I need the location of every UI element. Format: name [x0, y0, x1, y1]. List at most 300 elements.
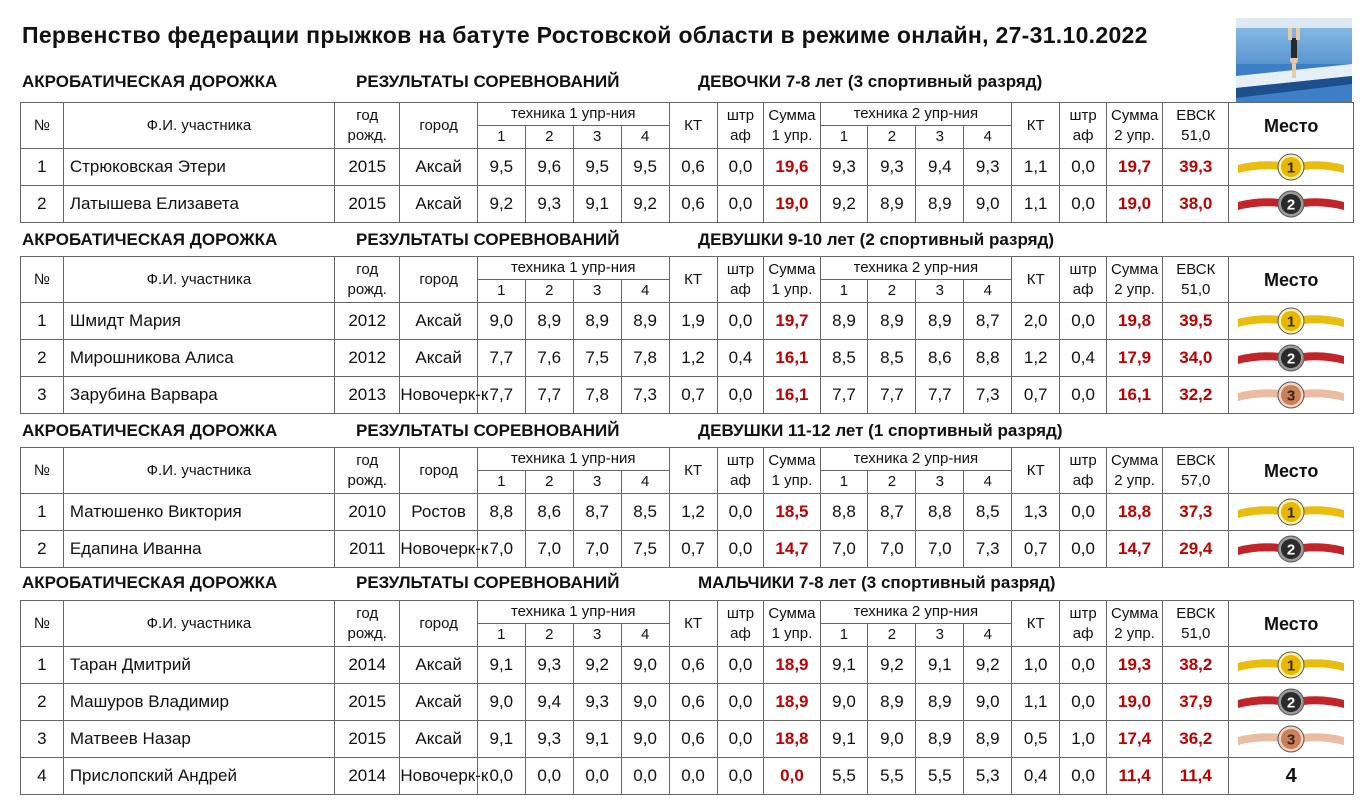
trampoline-photo — [1236, 18, 1352, 102]
results-label: РЕЗУЛЬТАТЫ СОРЕВНОВАНИЙ — [356, 230, 620, 249]
ex2-judge-score: 8,5 — [868, 340, 916, 377]
col-year-header — [335, 257, 400, 303]
col-tech2-header: техника 2 упр-ния — [820, 257, 1012, 280]
ex2-penalty: 0,0 — [1060, 647, 1107, 684]
col-pen1-header-line2: аф — [730, 471, 751, 489]
row-number: 1 — [21, 494, 64, 531]
col-kt2-header: КТ — [1012, 257, 1060, 303]
athlete-name: Латышева Елизавета — [63, 186, 334, 223]
ex2-penalty: 0,4 — [1060, 340, 1107, 377]
ex1-judge-score: 9,3 — [573, 684, 621, 721]
ex2-judge-score: 8,9 — [964, 721, 1012, 758]
col-sum2-header-line2: 2 упр. — [1114, 624, 1155, 642]
header-row — [21, 601, 1354, 624]
judge2-j1-header: 1 — [820, 471, 868, 494]
ex1-difficulty: 0,6 — [669, 186, 717, 223]
judge2-j2-header: 2 — [868, 280, 916, 303]
gold-medal-icon — [1236, 306, 1346, 336]
row-number: 3 — [21, 721, 64, 758]
judge2-j4-header: 4 — [964, 471, 1012, 494]
place-cell — [1229, 684, 1354, 721]
col-place-header: Место — [1229, 103, 1354, 149]
judge2-j4-header: 4 — [964, 126, 1012, 149]
judge1-j2-header: 2 — [525, 624, 573, 647]
col-year-header-line2: рожд. — [347, 126, 387, 144]
col-year-header-line1: год — [356, 604, 379, 622]
col-pen1-header-line1: штр — [726, 451, 755, 469]
col-num-header: № — [21, 103, 64, 149]
judge1-j2-header: 2 — [525, 280, 573, 303]
col-city-header: город — [400, 103, 478, 149]
ex1-sum: 18,9 — [764, 647, 820, 684]
ex2-judge-score: 9,0 — [964, 684, 1012, 721]
ex1-sum: 0,0 — [764, 758, 820, 795]
col-evsk-header-line1: ЕВСК — [1176, 260, 1216, 278]
ex2-judge-score: 7,3 — [964, 531, 1012, 568]
place-number: 2 — [1287, 196, 1296, 214]
col-tech2-header: техника 2 упр-ния — [820, 103, 1012, 126]
ex2-judge-score: 9,1 — [820, 721, 868, 758]
ex2-penalty: 0,0 — [1060, 494, 1107, 531]
col-pen2-header-line2: аф — [1072, 280, 1094, 298]
ex1-judge-score: 9,5 — [477, 149, 525, 186]
ex2-sum: 14,7 — [1107, 531, 1163, 568]
ex2-judge-score: 8,7 — [868, 494, 916, 531]
ex2-judge-score: 8,9 — [868, 186, 916, 223]
ex1-sum: 16,1 — [764, 340, 820, 377]
ex1-difficulty: 1,2 — [669, 494, 717, 531]
bronze-medal-icon — [1236, 724, 1346, 754]
table-row — [21, 684, 1354, 721]
gold-medal-icon — [1236, 650, 1346, 680]
results-label: РЕЗУЛЬТАТЫ СОРЕВНОВАНИЙ — [356, 421, 620, 440]
ex1-judge-score: 8,9 — [621, 303, 669, 340]
birth-year: 2015 — [335, 186, 400, 223]
ex2-judge-score: 5,5 — [868, 758, 916, 795]
col-year-header-line2: рожд. — [347, 624, 387, 642]
judge2-j1-header: 1 — [820, 126, 868, 149]
place-cell — [1229, 303, 1354, 340]
place-cell — [1229, 186, 1354, 223]
col-place-header: Место — [1229, 448, 1354, 494]
col-num-header: № — [21, 448, 64, 494]
ex1-sum: 18,5 — [764, 494, 820, 531]
place-cell — [1229, 149, 1354, 186]
ex1-difficulty: 0,6 — [669, 149, 717, 186]
ex2-judge-score: 5,3 — [964, 758, 1012, 795]
total-score: 11,4 — [1163, 758, 1229, 795]
athlete-name: Зарубина Варвара — [63, 377, 334, 414]
col-sum1-header-line2: 1 упр. — [771, 624, 813, 642]
col-evsk-header-line2: 51,0 — [1181, 280, 1211, 298]
col-kt1-header: КТ — [669, 257, 717, 303]
athlete-name: Стрюковская Этери — [63, 149, 334, 186]
athlete-name: Матвеев Назар — [63, 721, 334, 758]
ex1-judge-score: 0,0 — [477, 758, 525, 795]
place-cell — [1229, 721, 1354, 758]
judge2-j3-header: 3 — [916, 126, 964, 149]
ex1-judge-score: 7,7 — [525, 377, 573, 414]
row-number: 2 — [21, 684, 64, 721]
judge2-j1-header: 1 — [820, 624, 868, 647]
judge1-j3-header: 3 — [573, 126, 621, 149]
judge2-j3-header: 3 — [916, 624, 964, 647]
ex1-judge-score: 7,8 — [621, 340, 669, 377]
total-score: 34,0 — [1163, 340, 1229, 377]
table-row — [21, 377, 1354, 414]
ex2-judge-score: 9,0 — [820, 684, 868, 721]
col-evsk-header — [1163, 103, 1229, 149]
judge1-j4-header: 4 — [621, 280, 669, 303]
ex2-judge-score: 7,7 — [868, 377, 916, 414]
col-year-header-line1: год — [356, 451, 379, 469]
ex1-judge-score: 7,7 — [477, 340, 525, 377]
col-sum2-header — [1107, 601, 1163, 647]
athlete-name: Машуров Владимир — [63, 684, 334, 721]
category-label: ДЕВОЧКИ 7-8 лет (3 спортивный разряд) — [698, 72, 1043, 91]
birth-year: 2012 — [335, 303, 400, 340]
col-pen2-header-line1: штр — [1069, 260, 1097, 278]
ex2-judge-score: 8,8 — [964, 340, 1012, 377]
birth-year: 2012 — [335, 340, 400, 377]
ex1-judge-score: 9,0 — [477, 303, 525, 340]
col-tech2-header: техника 2 упр-ния — [820, 448, 1012, 471]
ex1-judge-score: 7,5 — [621, 531, 669, 568]
ex1-judge-score: 0,0 — [525, 758, 573, 795]
col-pen1-header — [717, 103, 764, 149]
ex1-judge-score: 9,0 — [621, 721, 669, 758]
discipline-label: АКРОБАТИЧЕСКАЯ ДОРОЖКА — [22, 573, 278, 592]
col-kt1-header: КТ — [669, 448, 717, 494]
judge1-j2-header: 2 — [525, 126, 573, 149]
ex1-judge-score: 8,8 — [477, 494, 525, 531]
ex2-judge-score: 8,9 — [916, 721, 964, 758]
ex1-judge-score: 8,5 — [621, 494, 669, 531]
ex2-difficulty: 1,1 — [1012, 186, 1060, 223]
total-score: 37,9 — [1163, 684, 1229, 721]
ex1-penalty: 0,0 — [717, 303, 764, 340]
col-sum1-header-line2: 1 упр. — [771, 126, 813, 144]
ex2-penalty: 0,0 — [1060, 303, 1107, 340]
col-year-header — [335, 103, 400, 149]
ex1-judge-score: 7,5 — [573, 340, 621, 377]
col-pen1-header-line2: аф — [730, 280, 751, 298]
ex1-judge-score: 9,3 — [525, 721, 573, 758]
judge1-j4-header: 4 — [621, 471, 669, 494]
city: Аксай — [400, 149, 478, 186]
ex2-judge-score: 8,9 — [916, 303, 964, 340]
ex1-sum: 19,0 — [764, 186, 820, 223]
ex1-penalty: 0,0 — [717, 531, 764, 568]
col-sum1-header-line1: Сумма — [768, 604, 816, 622]
judge2-j2-header: 2 — [868, 624, 916, 647]
gold-medal-icon — [1236, 497, 1346, 527]
ex1-judge-score: 9,0 — [621, 684, 669, 721]
discipline-label: АКРОБАТИЧЕСКАЯ ДОРОЖКА — [22, 421, 278, 440]
col-evsk-header-line2: 51,0 — [1181, 126, 1211, 144]
ex1-judge-score: 9,2 — [621, 186, 669, 223]
total-score: 32,2 — [1163, 377, 1229, 414]
judge2-j4-header: 4 — [964, 624, 1012, 647]
category-label: ДЕВУШКИ 11-12 лет (1 спортивный разряд) — [698, 421, 1063, 440]
col-year-header-line2: рожд. — [347, 471, 387, 489]
ex2-judge-score: 8,9 — [820, 303, 868, 340]
col-tech1-header: техника 1 упр-ния — [477, 448, 669, 471]
ex1-difficulty: 0,7 — [669, 377, 717, 414]
ex1-judge-score: 9,5 — [573, 149, 621, 186]
ex2-judge-score: 9,1 — [820, 647, 868, 684]
judge1-j1-header: 1 — [477, 624, 525, 647]
ex2-penalty: 0,0 — [1060, 149, 1107, 186]
col-sum1-header-line1: Сумма — [768, 106, 816, 124]
section-heading — [22, 573, 1232, 595]
ex1-sum: 19,7 — [764, 303, 820, 340]
ex2-difficulty: 0,7 — [1012, 531, 1060, 568]
place-number: 4 — [1285, 764, 1297, 787]
row-number: 1 — [21, 647, 64, 684]
ex2-difficulty: 1,3 — [1012, 494, 1060, 531]
row-number: 2 — [21, 186, 64, 223]
section-heading — [22, 230, 1232, 252]
ex2-penalty: 0,0 — [1060, 377, 1107, 414]
ex2-difficulty: 0,4 — [1012, 758, 1060, 795]
col-evsk-header — [1163, 601, 1229, 647]
section-heading — [22, 72, 1232, 94]
ex1-difficulty: 0,0 — [669, 758, 717, 795]
ex2-judge-score: 7,0 — [820, 531, 868, 568]
place-number: 2 — [1287, 350, 1296, 368]
ex2-sum: 16,1 — [1107, 377, 1163, 414]
ex2-judge-score: 8,5 — [820, 340, 868, 377]
ex1-judge-score: 9,3 — [525, 186, 573, 223]
col-tech1-header: техника 1 упр-ния — [477, 103, 669, 126]
col-evsk-header-line1: ЕВСК — [1176, 451, 1216, 469]
ex1-judge-score: 9,6 — [525, 149, 573, 186]
total-score: 38,2 — [1163, 647, 1229, 684]
ex2-difficulty: 1,1 — [1012, 149, 1060, 186]
judge2-j2-header: 2 — [868, 126, 916, 149]
ex1-judge-score: 8,9 — [573, 303, 621, 340]
ex2-judge-score: 8,7 — [964, 303, 1012, 340]
col-sum2-header — [1107, 257, 1163, 303]
ex2-judge-score: 9,3 — [820, 149, 868, 186]
judge1-j1-header: 1 — [477, 471, 525, 494]
ex2-judge-score: 8,9 — [868, 684, 916, 721]
ex1-sum: 19,6 — [764, 149, 820, 186]
ex1-penalty: 0,0 — [717, 494, 764, 531]
col-pen2-header — [1060, 448, 1107, 494]
place-number: 2 — [1287, 694, 1296, 712]
ex1-judge-score: 9,1 — [477, 721, 525, 758]
place-cell — [1229, 340, 1354, 377]
ex2-sum: 19,7 — [1107, 149, 1163, 186]
col-evsk-header-line2: 57,0 — [1181, 471, 1211, 489]
total-score: 37,3 — [1163, 494, 1229, 531]
col-pen1-header-line2: аф — [730, 624, 751, 642]
ex2-sum: 19,8 — [1107, 303, 1163, 340]
col-evsk-header-line1: ЕВСК — [1176, 106, 1216, 124]
silver-medal-icon — [1236, 189, 1346, 219]
city: Аксай — [400, 721, 478, 758]
table-row — [21, 186, 1354, 223]
city: Аксай — [400, 186, 478, 223]
results-label: РЕЗУЛЬТАТЫ СОРЕВНОВАНИЙ — [356, 573, 620, 592]
judge1-j4-header: 4 — [621, 624, 669, 647]
col-sum1-header-line2: 1 упр. — [771, 280, 813, 298]
ex1-judge-score: 9,1 — [477, 647, 525, 684]
place-number: 3 — [1287, 731, 1296, 749]
col-pen1-header-line2: аф — [730, 126, 751, 144]
bronze-medal-icon — [1236, 380, 1346, 410]
ex2-sum: 19,3 — [1107, 647, 1163, 684]
ex2-judge-score: 7,7 — [820, 377, 868, 414]
discipline-label: АКРОБАТИЧЕСКАЯ ДОРОЖКА — [22, 72, 278, 91]
row-number: 3 — [21, 377, 64, 414]
ex1-judge-score: 9,3 — [525, 647, 573, 684]
ex1-sum: 14,7 — [764, 531, 820, 568]
ex1-difficulty: 1,2 — [669, 340, 717, 377]
col-sum2-header — [1107, 448, 1163, 494]
col-kt2-header: КТ — [1012, 103, 1060, 149]
ex2-difficulty: 1,0 — [1012, 647, 1060, 684]
discipline-label: АКРОБАТИЧЕСКАЯ ДОРОЖКА — [22, 230, 278, 249]
ex1-penalty: 0,4 — [717, 340, 764, 377]
row-number: 1 — [21, 303, 64, 340]
col-num-header: № — [21, 601, 64, 647]
col-pen2-header-line2: аф — [1072, 126, 1094, 144]
col-sum2-header-line1: Сумма — [1111, 260, 1159, 278]
ex2-judge-score: 8,8 — [916, 494, 964, 531]
col-pen2-header-line1: штр — [1069, 106, 1097, 124]
ex2-judge-score: 9,2 — [820, 186, 868, 223]
ex1-judge-score: 9,0 — [477, 684, 525, 721]
col-pen2-header-line1: штр — [1069, 604, 1097, 622]
ex1-judge-score: 7,8 — [573, 377, 621, 414]
total-score: 39,5 — [1163, 303, 1229, 340]
judge1-j1-header: 1 — [477, 126, 525, 149]
ex1-judge-score: 9,1 — [573, 721, 621, 758]
ex1-sum: 18,9 — [764, 684, 820, 721]
place-number: 1 — [1287, 313, 1296, 331]
col-year-header-line1: год — [356, 260, 379, 278]
col-name-header: Ф.И. участника — [63, 448, 334, 494]
table-row — [21, 647, 1354, 684]
ex2-difficulty: 1,2 — [1012, 340, 1060, 377]
ex2-penalty: 1,0 — [1060, 721, 1107, 758]
birth-year: 2013 — [335, 377, 400, 414]
col-pen2-header — [1060, 103, 1107, 149]
col-sum1-header — [764, 103, 820, 149]
col-sum2-header-line2: 2 упр. — [1114, 471, 1155, 489]
col-kt1-header: КТ — [669, 103, 717, 149]
col-sum1-header-line1: Сумма — [768, 260, 816, 278]
ex1-penalty: 0,0 — [717, 186, 764, 223]
col-evsk-header-line1: ЕВСК — [1176, 604, 1216, 622]
birth-year: 2015 — [335, 149, 400, 186]
table-row — [21, 758, 1354, 795]
total-score: 38,0 — [1163, 186, 1229, 223]
col-tech1-header: техника 1 упр-ния — [477, 257, 669, 280]
col-year-header-line1: год — [356, 106, 379, 124]
ex2-judge-score: 5,5 — [820, 758, 868, 795]
ex1-difficulty: 0,6 — [669, 647, 717, 684]
place-cell — [1229, 647, 1354, 684]
header-row — [21, 257, 1354, 280]
silver-medal-icon — [1236, 687, 1346, 717]
ex2-sum: 17,4 — [1107, 721, 1163, 758]
col-sum2-header-line1: Сумма — [1111, 106, 1159, 124]
col-year-header — [335, 448, 400, 494]
ex1-judge-score: 9,1 — [573, 186, 621, 223]
ex2-judge-score: 7,0 — [868, 531, 916, 568]
ex2-judge-score: 9,1 — [916, 647, 964, 684]
ex1-penalty: 0,0 — [717, 377, 764, 414]
ex1-judge-score: 7,0 — [477, 531, 525, 568]
col-name-header: Ф.И. участника — [63, 257, 334, 303]
ex2-difficulty: 2,0 — [1012, 303, 1060, 340]
col-city-header: город — [400, 257, 478, 303]
ex2-judge-score: 9,0 — [964, 186, 1012, 223]
athlete-name: Шмидт Мария — [63, 303, 334, 340]
col-year-header — [335, 601, 400, 647]
ex1-judge-score: 7,7 — [477, 377, 525, 414]
ex1-judge-score: 0,0 — [573, 758, 621, 795]
col-pen2-header-line2: аф — [1072, 624, 1094, 642]
place-cell — [1229, 531, 1354, 568]
col-place-header: Место — [1229, 601, 1354, 647]
col-kt2-header: КТ — [1012, 601, 1060, 647]
ex1-difficulty: 0,6 — [669, 721, 717, 758]
category-label: ДЕВУШКИ 9-10 лет (2 спортивный разряд) — [698, 230, 1054, 249]
ex1-judge-score: 7,6 — [525, 340, 573, 377]
judge1-j3-header: 3 — [573, 280, 621, 303]
judge2-j3-header: 3 — [916, 280, 964, 303]
city: Аксай — [400, 340, 478, 377]
ex2-judge-score: 7,0 — [916, 531, 964, 568]
col-pen2-header-line2: аф — [1072, 471, 1094, 489]
judge1-j4-header: 4 — [621, 126, 669, 149]
category-label: МАЛЬЧИКИ 7-8 лет (3 спортивный разряд) — [698, 573, 1056, 592]
col-evsk-header — [1163, 257, 1229, 303]
row-number: 4 — [21, 758, 64, 795]
ex1-difficulty: 0,7 — [669, 531, 717, 568]
city: Ростов — [400, 494, 478, 531]
ex2-judge-score: 9,2 — [964, 647, 1012, 684]
birth-year: 2015 — [335, 721, 400, 758]
col-sum1-header — [764, 601, 820, 647]
judge1-j2-header: 2 — [525, 471, 573, 494]
judge1-j3-header: 3 — [573, 471, 621, 494]
col-pen2-header-line1: штр — [1069, 451, 1097, 469]
col-year-header-line2: рожд. — [347, 280, 387, 298]
col-city-header: город — [400, 601, 478, 647]
ex2-judge-score: 8,6 — [916, 340, 964, 377]
col-evsk-header-line2: 51,0 — [1181, 624, 1211, 642]
results-table — [20, 447, 1354, 568]
place-number: 1 — [1287, 504, 1296, 522]
gold-medal-icon — [1236, 152, 1346, 182]
city: Новочерк-к — [400, 377, 478, 414]
city: Аксай — [400, 647, 478, 684]
total-score: 39,3 — [1163, 149, 1229, 186]
table-row — [21, 303, 1354, 340]
ex2-sum: 18,8 — [1107, 494, 1163, 531]
ex1-judge-score: 9,0 — [621, 647, 669, 684]
ex1-difficulty: 1,9 — [669, 303, 717, 340]
ex1-sum: 16,1 — [764, 377, 820, 414]
ex1-penalty: 0,0 — [717, 758, 764, 795]
athlete-name: Матюшенко Виктория — [63, 494, 334, 531]
